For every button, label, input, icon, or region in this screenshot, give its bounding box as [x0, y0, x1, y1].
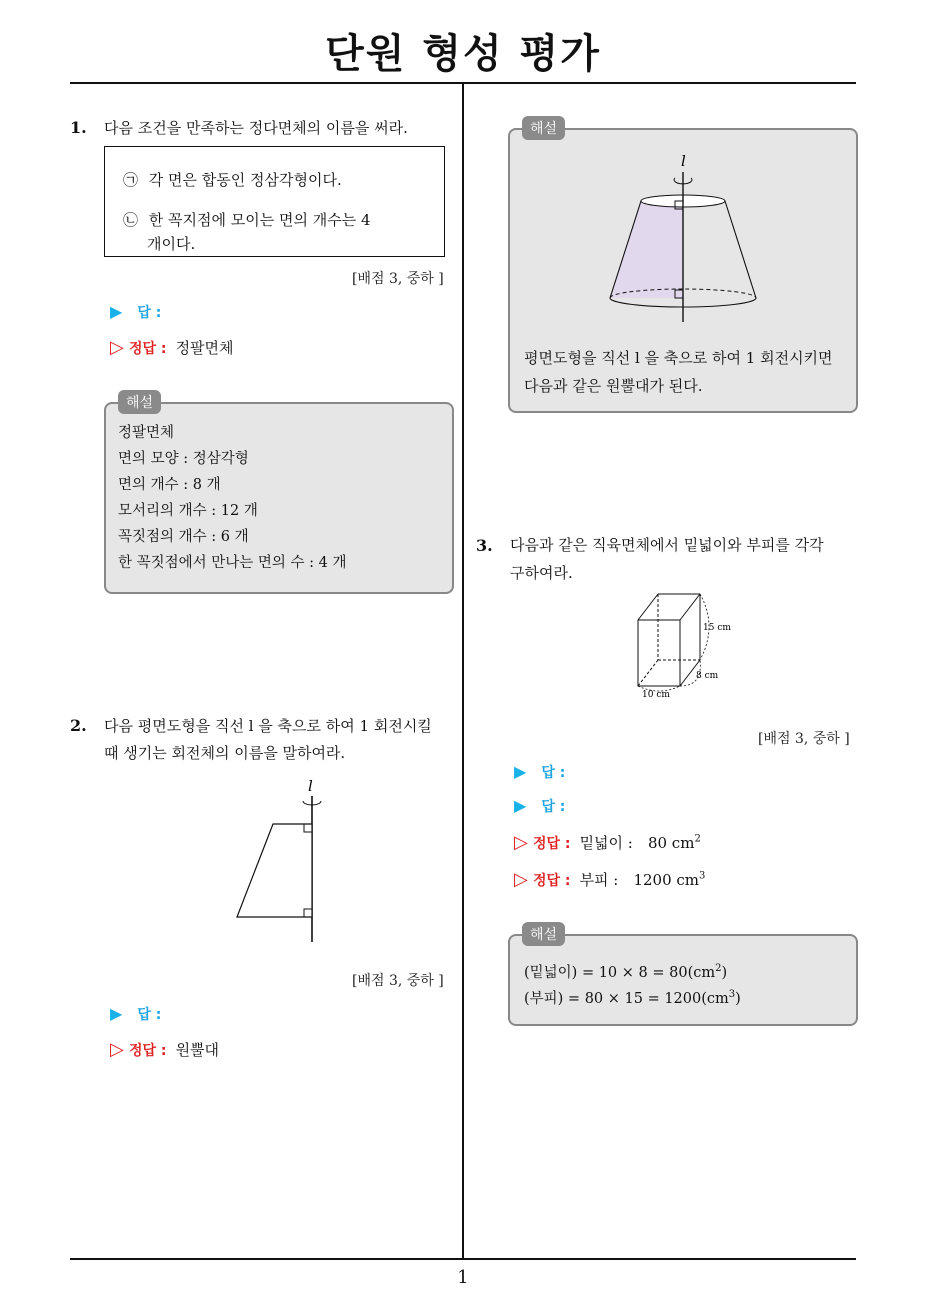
- q2-text-line2: 때 생기는 회전체의 이름을 말하여라.: [104, 744, 346, 762]
- frustum-side: [725, 201, 756, 298]
- hidden-edge: [638, 660, 658, 686]
- correct-label: 정답 :: [532, 836, 571, 852]
- page-title: 단원 형성 평가: [325, 31, 601, 77]
- answer-triangle-icon: ▶: [110, 1004, 123, 1023]
- q1-score: [배점 3, 중하 ]: [352, 271, 444, 287]
- correct-triangle-icon: ▷: [514, 869, 528, 890]
- correct-label: 정답 :: [128, 341, 167, 357]
- answer-label: 답 :: [541, 765, 566, 781]
- correct-triangle-icon: ▷: [514, 832, 528, 853]
- superscript: 3: [728, 989, 736, 1000]
- q2-correct-row: [110, 1039, 219, 1060]
- q2-trapezoid-figure: [225, 770, 335, 945]
- explanation-line: 모서리의 개수 : 12 개: [118, 503, 258, 519]
- q3-number: 3.: [476, 536, 493, 555]
- formula-tail: ): [735, 990, 741, 1007]
- correct-triangle-icon: ▷: [110, 1039, 124, 1060]
- correct-value-label: 밑넓이 :: [579, 834, 633, 852]
- q3-text-line1: 다음과 같은 직육면체에서 밑넓이와 부피를 각각: [510, 536, 824, 554]
- front-face: [638, 620, 680, 686]
- cuboid-figure: [628, 588, 740, 700]
- correct-value: 1200 cm: [633, 871, 700, 889]
- width-label: 10 cm: [642, 690, 670, 700]
- correct-label: 정답 :: [532, 873, 571, 889]
- q1-condition-1: [123, 167, 342, 193]
- formula-tail: ): [721, 964, 728, 981]
- axis-label: l: [681, 152, 686, 170]
- answer-triangle-icon: ▶: [514, 762, 527, 781]
- condition-text: 한 꼭지점에 모이는 면의 개수는 4: [148, 211, 371, 229]
- explanation-line: 정팔면체: [118, 425, 175, 441]
- footer-divider: [70, 1258, 856, 1260]
- correct-value: 정팔면체: [175, 339, 234, 357]
- q1-answer-row: [110, 302, 161, 322]
- q3-answer-row-2: [514, 796, 565, 816]
- q1-explanation-tag: 해설: [118, 390, 161, 414]
- condition-mark: ㉡: [123, 211, 139, 229]
- explanation-line: 꼭짓점의 개수 : 6 개: [118, 529, 249, 545]
- q2-explanation-tag: 해설: [522, 116, 565, 140]
- answer-label: 답 :: [137, 1007, 162, 1023]
- column-divider: [462, 84, 464, 1258]
- q1-condition-2-cont: 개이다.: [147, 235, 196, 253]
- q3-explanation-box: [508, 934, 858, 1026]
- cuboid-edge: [680, 594, 700, 620]
- height-label: 15 cm: [703, 623, 731, 633]
- q1-text: 다음 조건을 만족하는 정다면체의 이름을 써라.: [104, 119, 408, 137]
- explanation-line: 면의 모양 : 정삼각형: [118, 451, 249, 467]
- explanation-line: [524, 982, 741, 1012]
- rotated-region: [610, 201, 683, 298]
- correct-triangle-icon: ▷: [110, 337, 124, 358]
- answer-triangle-icon: ▶: [514, 796, 527, 815]
- superscript: 2: [694, 833, 701, 845]
- answer-label: 답 :: [541, 799, 566, 815]
- q3-score: [배점 3, 중하 ]: [758, 731, 850, 747]
- trapezoid-shape: [237, 824, 312, 917]
- superscript: 3: [699, 870, 706, 882]
- q1-correct-row: [110, 337, 234, 358]
- q1-condition-2: [123, 207, 371, 233]
- q2-explanation-box: [508, 128, 858, 413]
- q1-explanation-box: [104, 402, 454, 594]
- q2-score: [배점 3, 중하 ]: [352, 973, 444, 989]
- q3-correct-row-2: [514, 869, 705, 890]
- q3-explanation-tag: 해설: [522, 922, 565, 946]
- q2-answer-row: [110, 1004, 161, 1024]
- q3-text-line2: 구하여라.: [510, 564, 573, 582]
- q3-correct-row-1: [514, 832, 701, 853]
- q1-number: 1.: [70, 118, 87, 137]
- q2-explanation-line1: 평면도형을 직선 l 을 축으로 하여 1 회전시키면: [524, 349, 833, 367]
- correct-value-label: 부피 :: [579, 871, 619, 889]
- correct-value: 원뿔대: [175, 1041, 220, 1059]
- q3-answer-row-1: [514, 762, 565, 782]
- correct-value: 80 cm: [647, 834, 695, 852]
- depth-label: 8 cm: [696, 671, 719, 681]
- cuboid-edge: [638, 594, 658, 620]
- explanation-line: 면의 개수 : 8 개: [118, 477, 221, 493]
- frustum-figure: [605, 148, 765, 328]
- superscript: 2: [715, 963, 722, 974]
- explanation-line: 한 꼭짓점에서 만나는 면의 수 : 4 개: [118, 555, 347, 571]
- formula-text: (밑넓이) = 10 × 8 = 80(cm: [524, 964, 716, 981]
- page-number: 1: [457, 1267, 469, 1288]
- q2-number: 2.: [70, 716, 87, 735]
- q1-condition-box: [104, 146, 445, 257]
- q2-text-line1: 다음 평면도형을 직선 l 을 축으로 하여 1 회전시킬: [104, 717, 432, 735]
- answer-label: 답 :: [137, 305, 162, 321]
- answer-triangle-icon: ▶: [110, 302, 123, 321]
- condition-text: 각 면은 합동인 정삼각형이다.: [148, 171, 342, 189]
- axis-label: l: [308, 777, 313, 795]
- condition-mark: ㉠: [123, 171, 139, 189]
- q1-explanation-text: [118, 404, 346, 576]
- formula-text: (부피) = 80 × 15 = 1200(cm: [524, 990, 729, 1007]
- q2-explanation-line2: 다음과 같은 원뿔대가 된다.: [524, 377, 703, 395]
- correct-label: 정답 :: [128, 1043, 167, 1059]
